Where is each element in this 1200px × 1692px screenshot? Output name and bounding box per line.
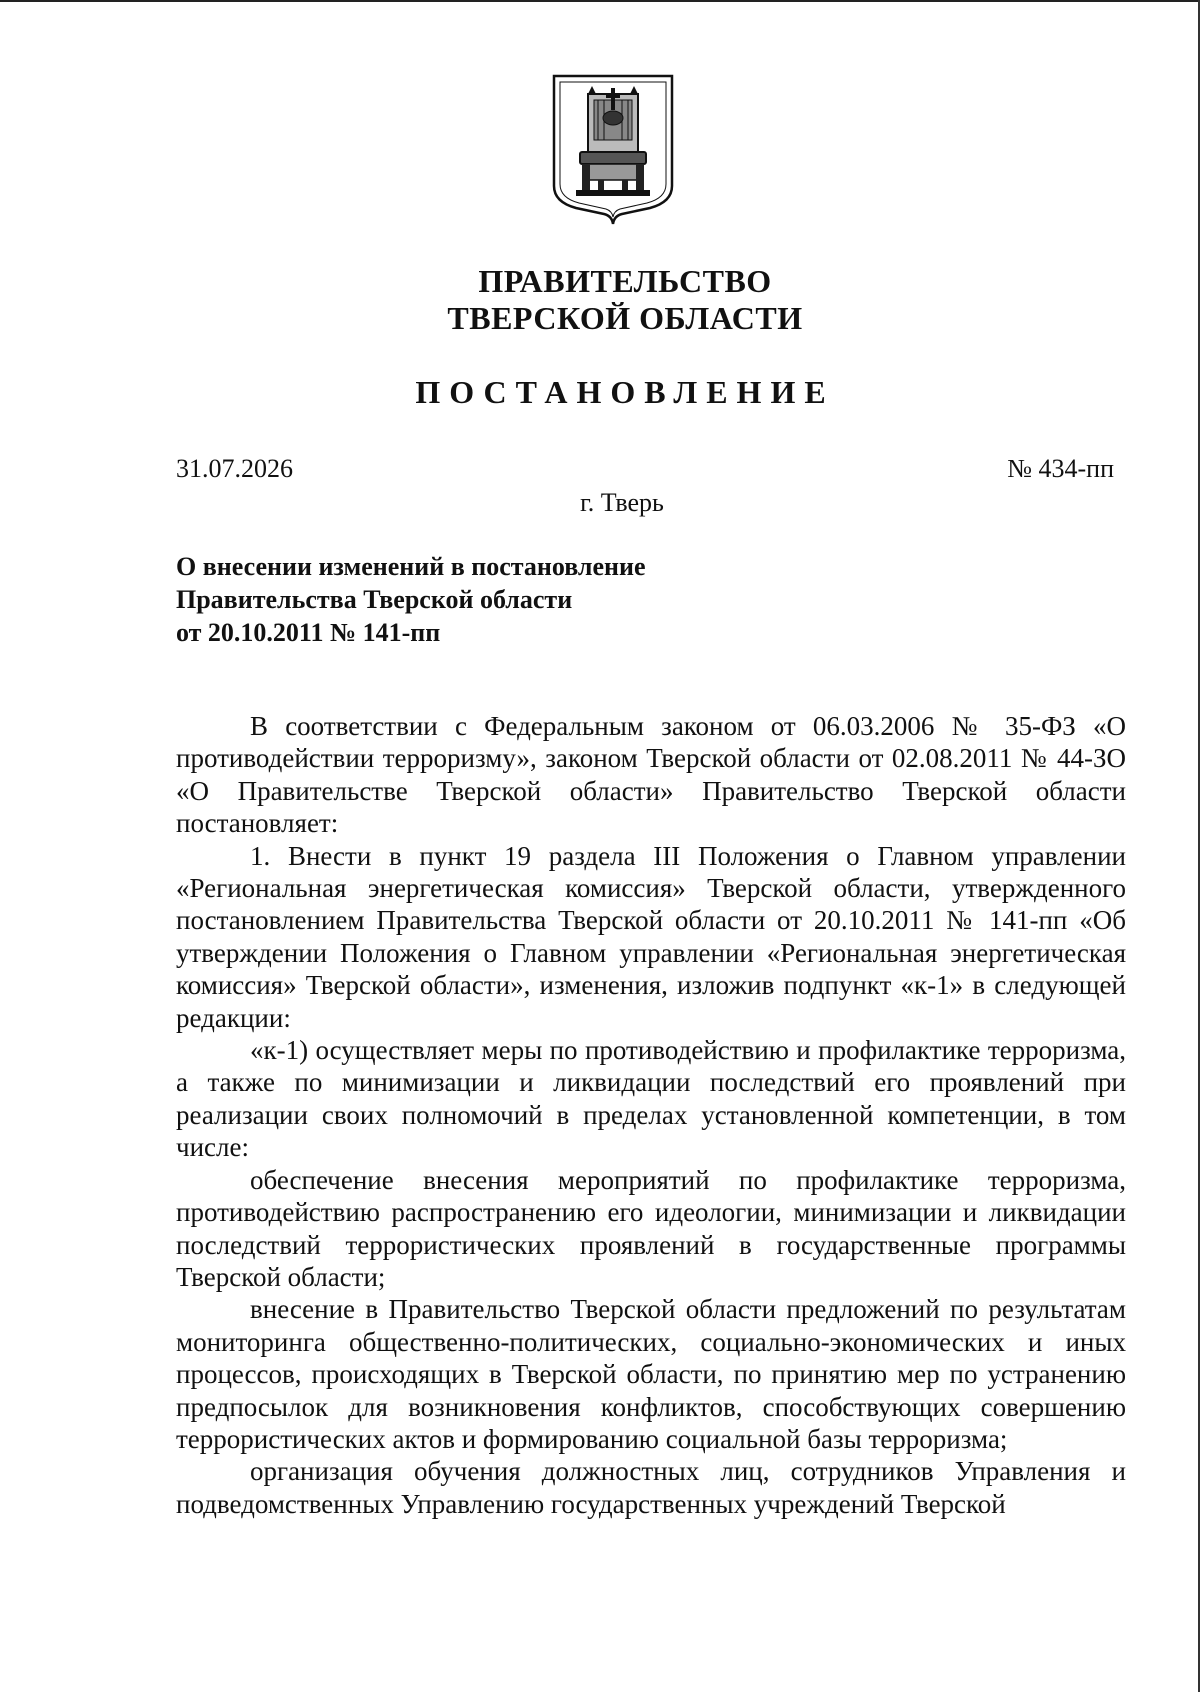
government-name-line-1: ПРАВИТЕЛЬСТВО: [478, 263, 772, 299]
document-number: № 434-пп: [1007, 454, 1114, 483]
government-name-line-2: ТВЕРСКОЙ ОБЛАСТИ: [447, 300, 803, 336]
document-city: г. Тверь: [580, 488, 664, 517]
paragraph-measure-3: организация обучения должностных лиц, сотрудников Управления и подведомственных Управлению государственных учреждений Тверской: [176, 1456, 1126, 1519]
title-line-3: от 20.10.2011 № 141-пп: [176, 618, 441, 647]
coat-of-arms-icon: [552, 74, 674, 226]
title-line-1: О внесении изменений в постановление: [176, 552, 646, 581]
title-line-2: Правительства Тверской области: [176, 585, 573, 614]
paragraph-preamble: В соответствии с Федеральным законом от 06.03.2006 № 35-ФЗ «О противодействии терроризму», законом Тверской области от 02.08.2011 № 44-ЗО «О Правительстве Тверской области» Правительство Тверской области постановляет:: [176, 711, 1126, 839]
paragraph-measure-1: обеспечение внесения мероприятий по профилактике терроризма, противодействию распространению его идеологии, минимизации и ликвидации последствий террористических проявлений в государственные программы Тверской области;: [176, 1164, 1126, 1292]
paragraph-item-1: 1. Внести в пункт 19 раздела III Положения о Главном управлении «Региональная энергетическая комиссия» Тверской области, утвержденного постановлением Правительства Тверской области от 20.10.2011 № 141-пп «Об утверждении Положения о Главном управлении «Региональная энергетическая комиссия» Тверской области», изменения, изложив подпункт «к-1» в следующей редакции:: [176, 840, 1126, 1033]
paragraph-measure-2: внесение в Правительство Тверской области предложений по результатам мониторинга общественно-политических, социально-экономических и иных процессов, происходящих в Тверской области, по принятию мер по устранению предпосылок для возникновения конфликтов, способствующих совершению террористических актов и формированию социальной базы терроризма;: [176, 1294, 1126, 1454]
document-type-heading: ПОСТАНОВЛЕНИЕ: [415, 374, 835, 410]
document-title: [176, 550, 646, 649]
scan-edge-top: [0, 0, 1200, 2]
document-date: 31.07.2026: [176, 454, 293, 483]
paragraph-subitem-k1: «к-1) осуществляет меры по противодействию и профилактике терроризма, а также по минимизации и ликвидации последствий его проявлений при реализации своих полномочий в пределах установленной компетенции, в том числе:: [176, 1035, 1126, 1163]
document-body: [176, 710, 1126, 1520]
